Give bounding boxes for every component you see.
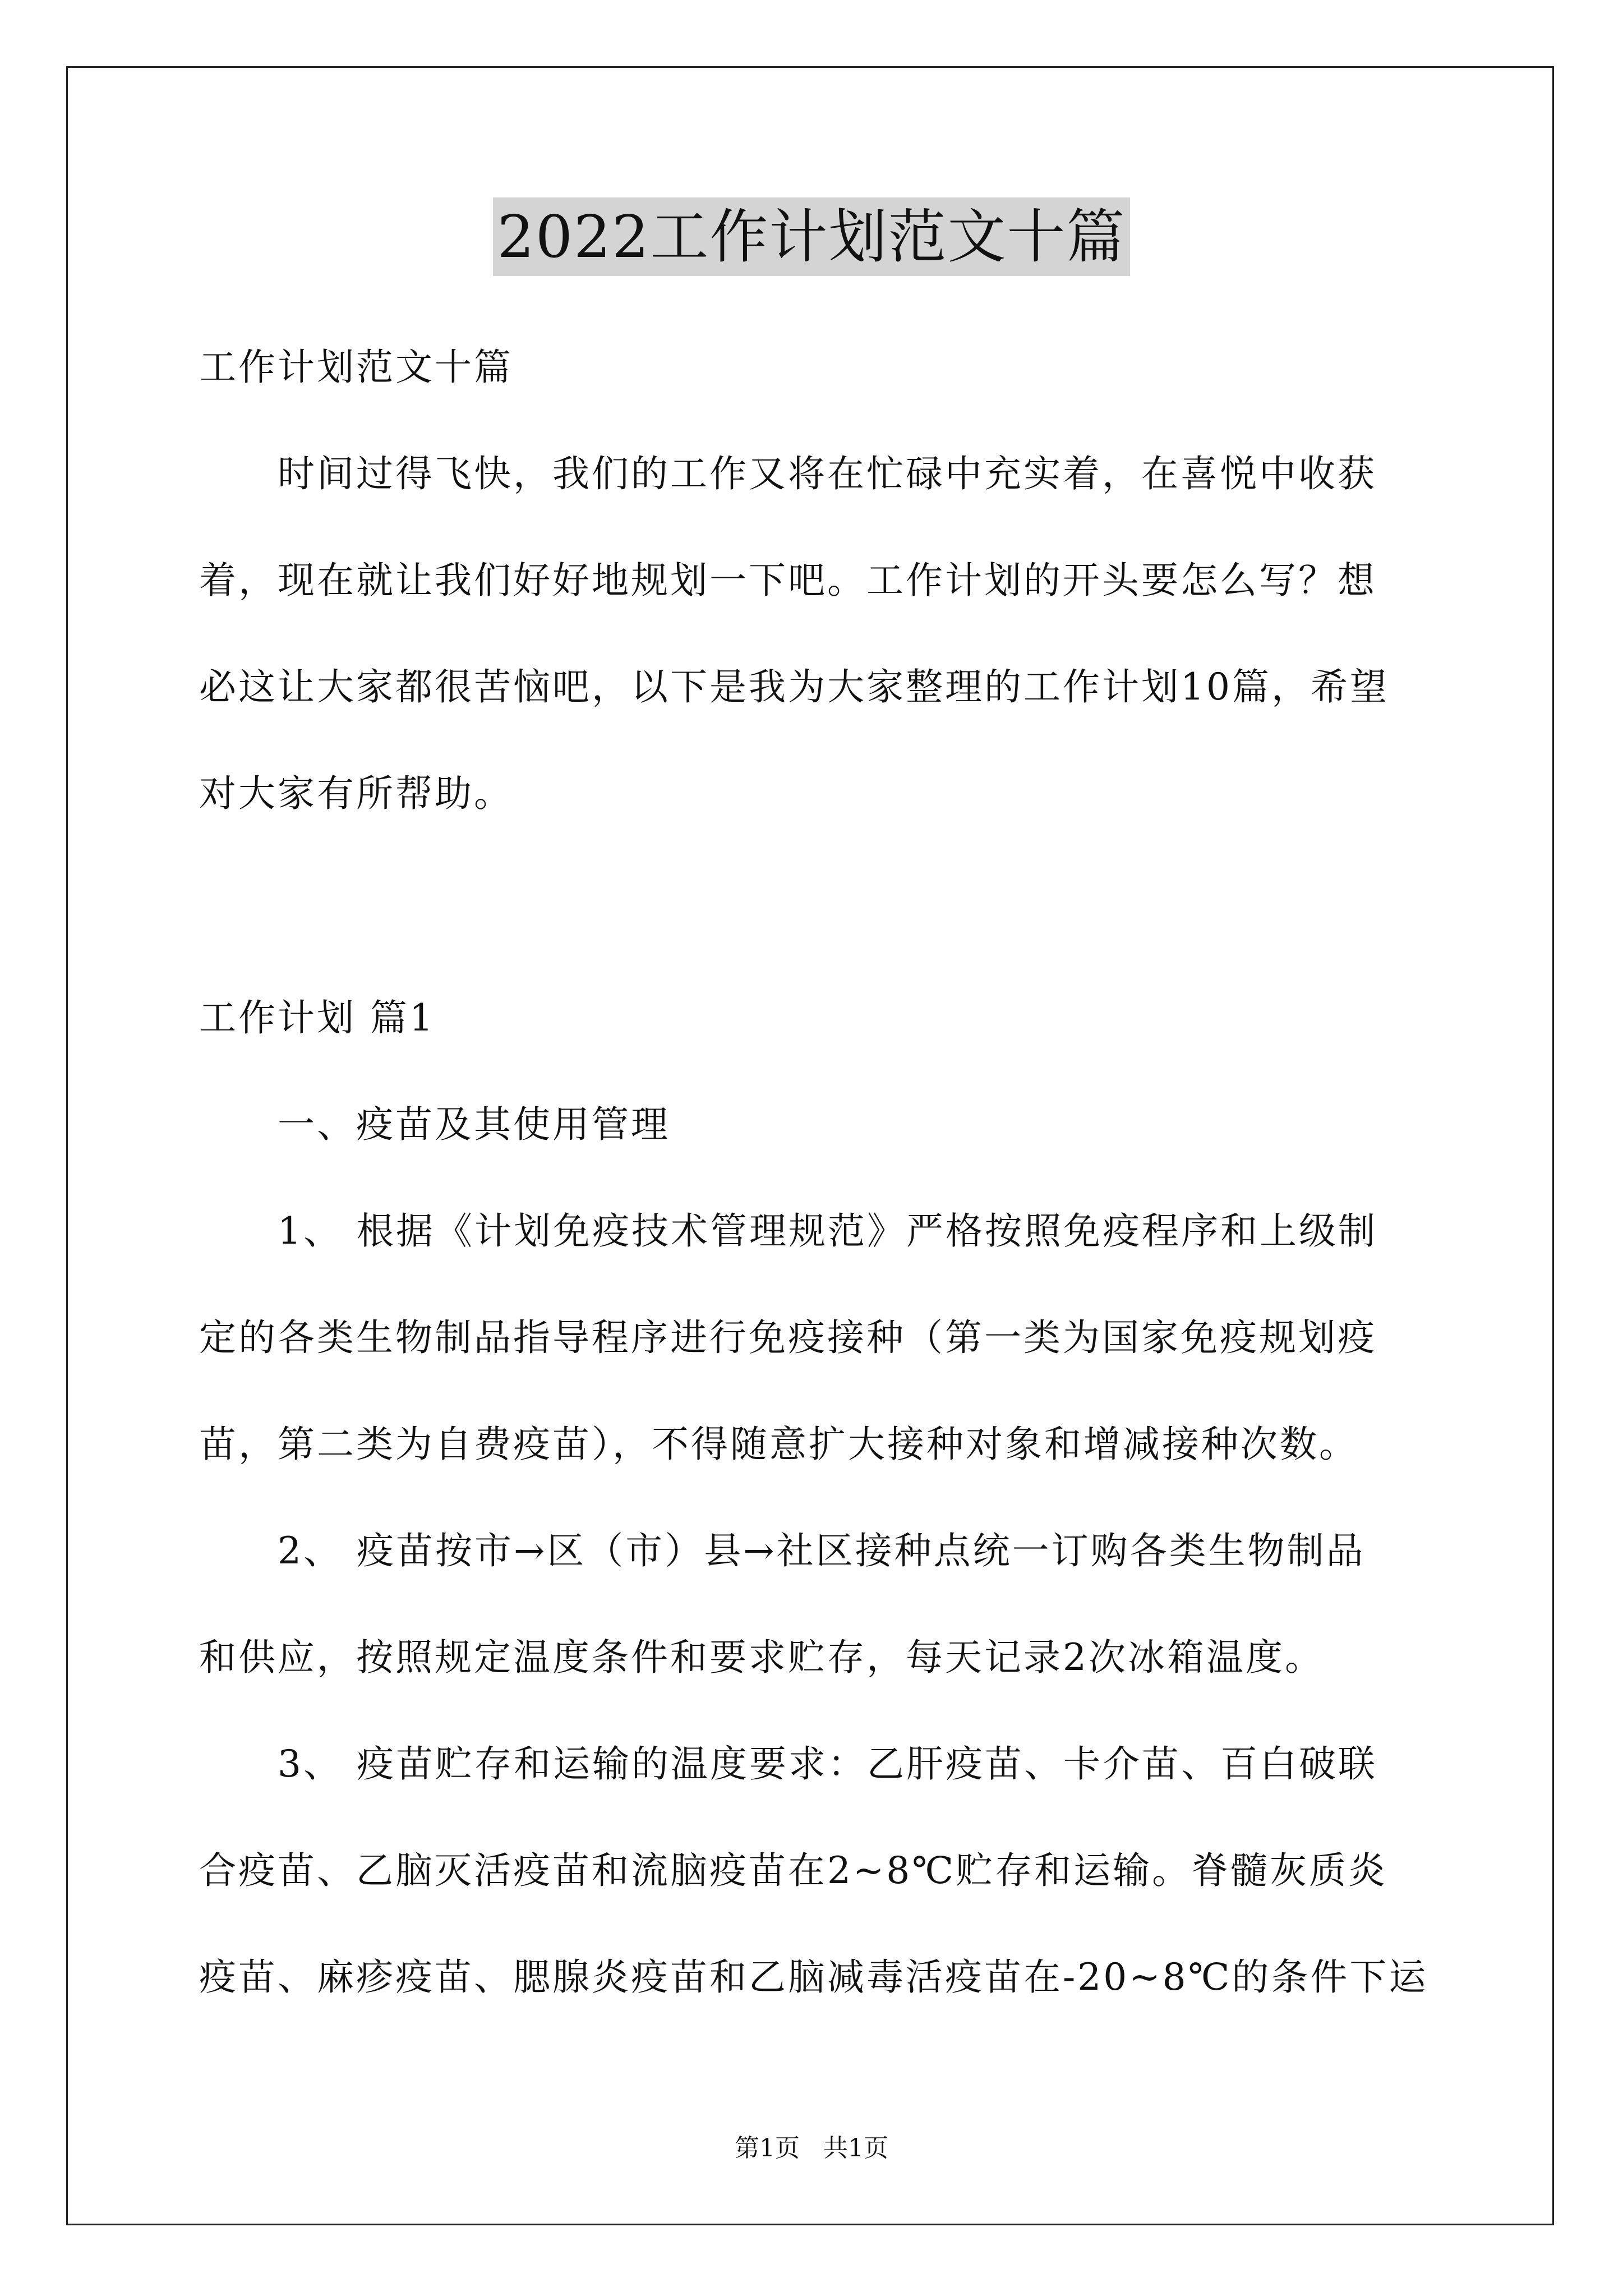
body-line: 和供应，按照规定温度条件和要求贮存，每天记录2次冰箱温度。 xyxy=(199,1636,1324,1679)
page-footer xyxy=(0,2132,1623,2165)
intro-line: 时间过得飞快，我们的工作又将在忙碌中充实着，在喜悦中收获 xyxy=(278,452,1377,495)
body-line: 疫苗、麻疹疫苗、腮腺炎疫苗和乙脑减毒活疫苗在-20~8℃的条件下运 xyxy=(199,1955,1428,1999)
page-number-total: 共1页 xyxy=(823,2134,888,2162)
body-line: 定的各类生物制品指导程序进行免疫接种（第一类为国家免疫规划疫 xyxy=(199,1316,1377,1359)
body-line: 3、 疫苗贮存和运输的温度要求：乙肝疫苗、卡介苗、百白破联 xyxy=(278,1742,1377,1786)
paragraph-gap xyxy=(199,847,1433,965)
body-line: 苗，第二类为自费疫苗），不得随意扩大接种对象和增减接种次数。 xyxy=(199,1423,1358,1466)
section-item: 一、疫苗及其使用管理 xyxy=(278,1103,670,1146)
subtitle: 工作计划范文十篇 xyxy=(199,346,513,389)
section-heading: 工作计划 篇1 xyxy=(199,996,435,1039)
body-line: 2、 疫苗按市→区（市）县→社区接种点统一订购各类生物制品 xyxy=(278,1529,1366,1572)
body-line: 合疫苗、乙脑灭活疫苗和流脑疫苗在2~8℃贮存和运输。脊髓灰质炎 xyxy=(199,1849,1388,1892)
body-line: 1、 根据《计划免疫技术管理规范》严格按照免疫程序和上级制 xyxy=(278,1209,1377,1253)
title-container xyxy=(0,197,1623,276)
intro-line: 必这让大家都很苦恼吧，以下是我为大家整理的工作计划10篇，希望 xyxy=(199,665,1389,708)
intro-line: 着，现在就让我们好好地规划一下吧。工作计划的开头要怎么写？想 xyxy=(199,559,1377,602)
page-number-current: 第1页 xyxy=(735,2134,800,2162)
document-title: 2022工作计划范文十篇 xyxy=(493,197,1131,276)
document-body xyxy=(199,314,1433,2031)
intro-line: 对大家有所帮助。 xyxy=(199,772,513,815)
